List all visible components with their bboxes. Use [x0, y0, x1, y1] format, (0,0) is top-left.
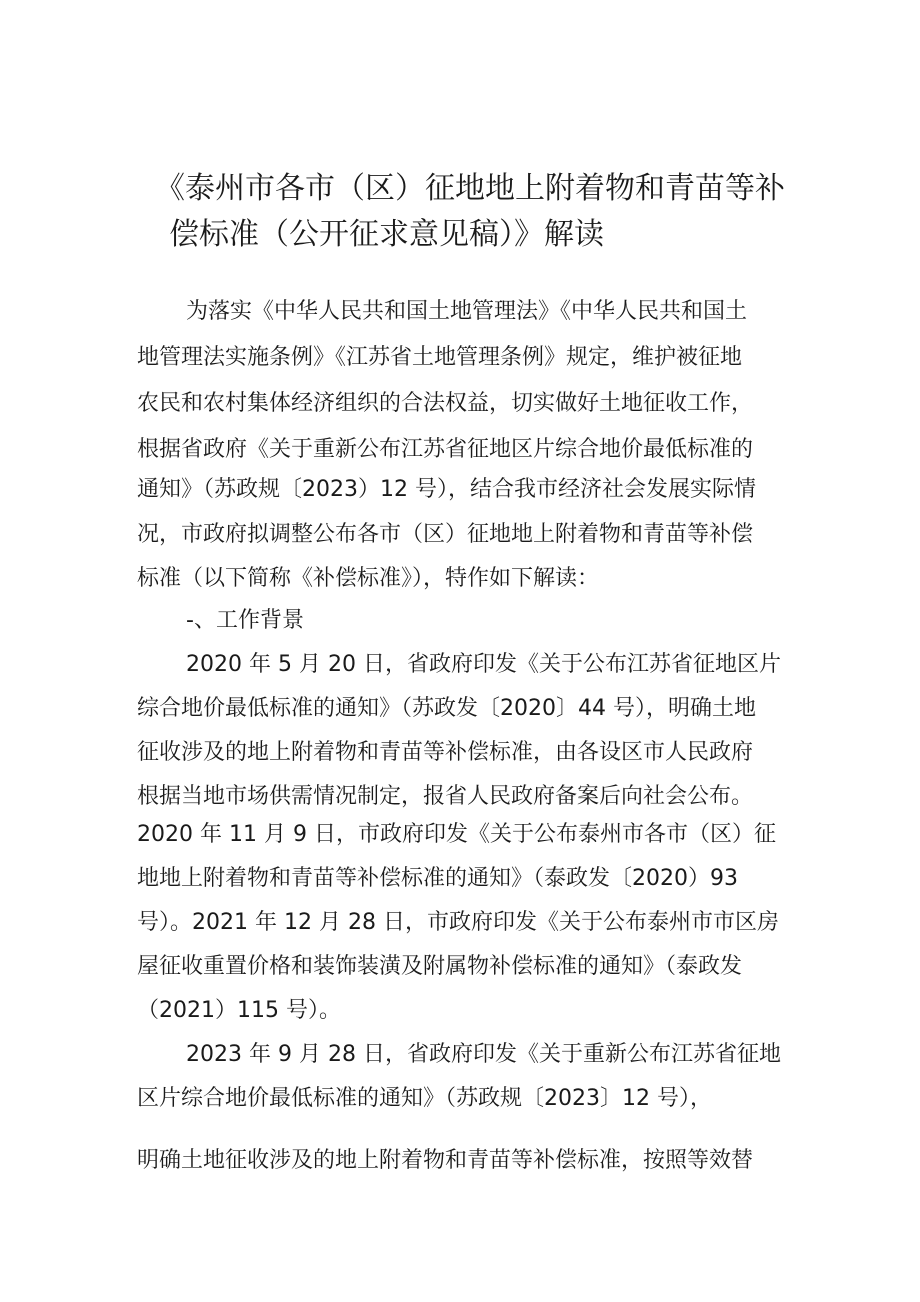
- paragraph-2-line-5: 2020 年 11 月 9 日，市政府印发《关于公布泰州市各市（区）征: [137, 822, 776, 847]
- paragraph-1-line-7: 标准（以下简称《补偿标准》），特作如下解读：: [137, 566, 600, 591]
- title-line-1: 《泰州市各市（区）征地地上附着物和青苗等补: [155, 171, 785, 206]
- paragraph-2-line-8: 屋征收重置价格和装饰装潢及附属物补偿标准的通知》（泰政发: [137, 954, 743, 979]
- paragraph-2-line-9: （2021）115 号）。: [137, 998, 341, 1023]
- paragraph-1-line-1: 为落实《中华人民共和国土地管理法》《中华人民共和国土: [186, 299, 748, 324]
- paragraph-2-line-3: 征收涉及的地上附着物和青苗等补偿标准，由各设区市人民政府: [137, 740, 754, 765]
- paragraph-4-line-1: 明确土地征收涉及的地上附着物和青苗等补偿标准，按照等效替: [137, 1148, 754, 1173]
- paragraph-1-line-6: 况，市政府拟调整公布各市（区）征地地上附着物和青苗等补偿: [137, 522, 754, 547]
- paragraph-2-line-6: 地地上附着物和青苗等补偿标准的通知》（泰政发〔2020）93: [137, 866, 738, 891]
- title-line-2: 偿标准（公开征求意见稿）》解读: [169, 217, 604, 252]
- paragraph-2-line-7: 号）。2021 年 12 月 28 日，市政府印发《关于公布泰州市市区房: [137, 910, 779, 935]
- paragraph-1-line-2: 地管理法实施条例》《江苏省土地管理条例》规定，维护被征地: [137, 345, 743, 370]
- paragraph-2-line-2: 综合地价最低标准的通知》（苏政发〔2020〕44 号），明确土地: [137, 696, 756, 721]
- section-heading: -、工作背景: [186, 608, 304, 633]
- document-title: [155, 166, 805, 258]
- paragraph-3-line-1: 2023 年 9 月 28 日，省政府印发《关于重新公布江苏省征地: [186, 1042, 781, 1067]
- paragraph-1-line-3: 农民和农村集体经济组织的合法权益，切实做好土地征收工作，: [137, 391, 754, 416]
- paragraph-3-line-2: 区片综合地价最低标准的通知》（苏政规〔2023〕12 号），: [137, 1086, 712, 1111]
- paragraph-2-line-4: 根据当地市场供需情况制定，报省人民政府备案后向社会公布。: [137, 784, 754, 809]
- paragraph-1-line-4: 根据省政府《关于重新公布江苏省征地区片综合地价最低标准的: [137, 437, 754, 462]
- paragraph-2-line-1: 2020 年 5 月 20 日，省政府印发《关于公布江苏省征地区片: [186, 652, 781, 677]
- paragraph-1-line-5: 通知》（苏政规〔2023）12 号），结合我市经济社会发展实际情: [137, 477, 756, 502]
